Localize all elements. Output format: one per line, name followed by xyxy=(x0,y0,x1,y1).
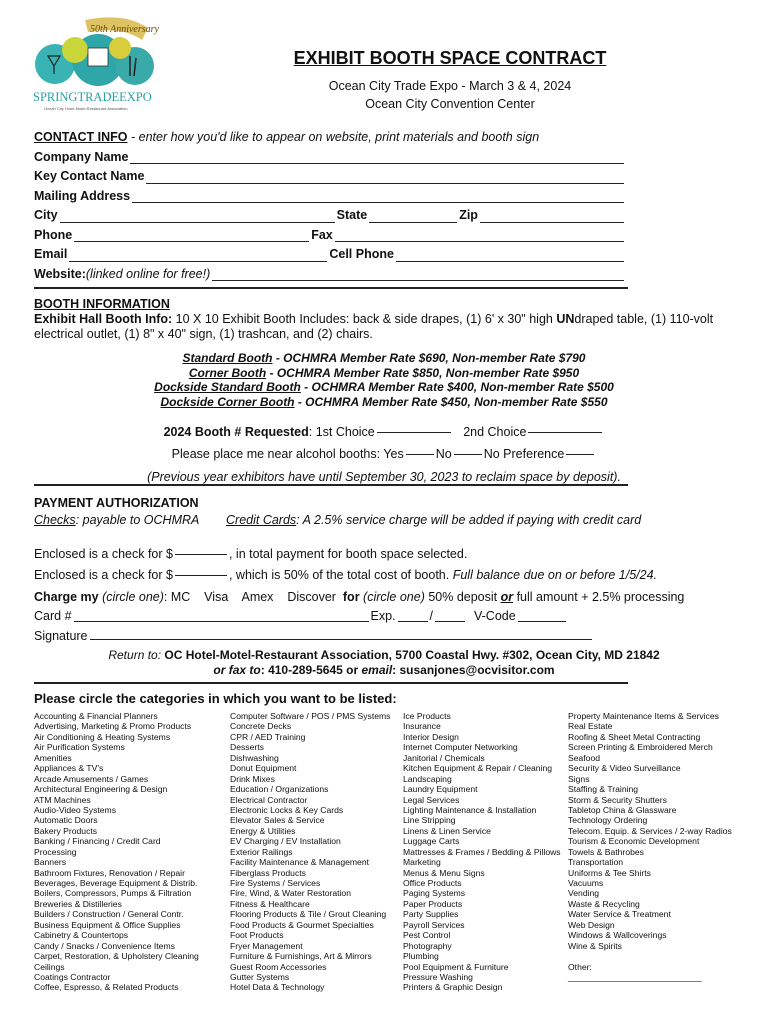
category-item[interactable]: Luggage Carts xyxy=(403,836,460,847)
category-item[interactable]: Landscaping xyxy=(403,773,452,784)
category-item[interactable]: Paper Products xyxy=(403,898,463,909)
zip-label: Zip xyxy=(459,208,478,222)
category-item[interactable]: Donut Equipment xyxy=(230,763,297,774)
first-choice-label: : 1st Choice xyxy=(308,425,375,439)
signature-field[interactable] xyxy=(90,627,592,640)
category-item[interactable]: Other: xyxy=(568,961,592,972)
category-item[interactable]: Drink Mixes xyxy=(230,773,275,784)
category-item[interactable]: Pressure Washing xyxy=(403,971,473,982)
company-name-field[interactable] xyxy=(130,151,624,164)
rate-name: Dockside Corner Booth xyxy=(160,394,295,409)
category-item[interactable]: Cabinetry & Countertops xyxy=(34,930,129,941)
fax-label: or fax to xyxy=(213,662,261,677)
category-item[interactable]: Furniture & Furnishings, Art & Mirrors xyxy=(230,951,372,962)
category-item[interactable]: Electrical Contractor xyxy=(230,794,308,805)
category-item[interactable]: Processing xyxy=(34,846,77,857)
category-item[interactable]: Uniforms & Tee Shirts xyxy=(568,867,651,878)
exp-label: Exp. xyxy=(370,608,396,623)
phone-field[interactable] xyxy=(74,229,309,242)
checks-label: Checks xyxy=(34,513,76,527)
category-item[interactable]: Beverages, Beverage Equipment & Distrib. xyxy=(34,878,198,888)
category-item[interactable]: ____________________________ xyxy=(568,971,702,982)
mailing-address-label: Mailing Address xyxy=(34,188,131,203)
category-item[interactable]: Paging Systems xyxy=(403,888,466,899)
category-item[interactable]: Property Maintenance Items & Services xyxy=(568,711,719,721)
category-item[interactable]: Plumbing xyxy=(403,951,439,962)
checks-text: : payable to OCHMRA xyxy=(75,513,200,527)
rate-name: Standard Booth xyxy=(182,351,273,365)
exp-month-field[interactable] xyxy=(398,609,428,622)
contact-instruction: - enter how you'd like to appear on website, print materials and booth sign xyxy=(127,130,540,144)
category-item[interactable]: Ice Products xyxy=(403,711,451,721)
card-type-options[interactable]: : MC Visa Amex Discover xyxy=(163,590,343,604)
phone-label: Phone xyxy=(34,227,73,242)
state-field[interactable] xyxy=(369,210,457,223)
category-item[interactable]: Foot Products xyxy=(230,930,284,941)
category-item[interactable]: Computer Software / POS / PMS Systems xyxy=(230,711,391,721)
return-address: OC Hotel-Motel-Restaurant Association, 5700 Coastal Hwy. #302, Ocean City, MD 21842 xyxy=(161,648,660,662)
second-choice-field[interactable] xyxy=(528,420,602,433)
category-item[interactable]: Guest Room Accessories xyxy=(230,961,327,972)
category-item[interactable]: Towels & Bathrobes xyxy=(568,846,644,857)
alcohol-label: Please place me near alcohol booths: Yes xyxy=(171,446,404,461)
category-item[interactable]: Exterior Railings xyxy=(230,846,293,857)
category-item[interactable]: Legal Services xyxy=(403,794,460,805)
for-circle-note: (circle one) xyxy=(359,590,425,604)
signature-label: Signature xyxy=(34,629,88,643)
full-amount-field[interactable] xyxy=(175,542,227,555)
checks-note xyxy=(34,513,199,527)
charge-circle-note: (circle one) xyxy=(98,590,164,604)
category-item[interactable]: Flooring Products & Tile / Grout Cleaning xyxy=(230,909,387,920)
category-item[interactable]: Seafood xyxy=(568,752,601,763)
payment-heading-wrap xyxy=(34,494,626,512)
booth-info-label: Exhibit Hall Booth Info: xyxy=(34,312,173,326)
category-item[interactable]: Mattresses & Frames / Bedding & Pillows xyxy=(403,846,561,857)
website-note: (linked online for free!) xyxy=(85,266,211,281)
category-item[interactable]: Party Supplies xyxy=(403,909,459,920)
enclosed-deposit-label: Enclosed is a check for $ xyxy=(34,568,173,582)
category-item[interactable]: Insurance xyxy=(403,721,441,732)
category-item[interactable]: Automatic Doors xyxy=(34,815,98,826)
alcohol-yes-field[interactable] xyxy=(406,442,434,455)
category-item[interactable]: Printers & Graphic Design xyxy=(403,982,503,993)
category-item[interactable]: Accounting & Financial Planners xyxy=(34,711,158,721)
category-item[interactable]: Coatings Contractor xyxy=(34,971,111,982)
divider xyxy=(34,287,628,289)
spring-trade-expo-logo xyxy=(30,14,170,112)
email-label: Email xyxy=(34,247,68,261)
rate-detail: - OCHMRA Member Rate $450, Non-member Rate $550 xyxy=(294,394,608,409)
category-item[interactable]: Advertising, Marketing & Promo Products xyxy=(34,721,192,732)
category-item[interactable]: ATM Machines xyxy=(34,794,91,805)
category-item[interactable]: Boilers, Compressors, Pumps & Filtration xyxy=(34,888,192,899)
category-item[interactable]: Banners xyxy=(34,857,67,868)
divider xyxy=(34,484,628,486)
state-label: State xyxy=(336,208,368,222)
category-item[interactable]: Facility Maintenance & Management xyxy=(230,857,370,868)
contact-heading: CONTACT INFO xyxy=(34,130,128,144)
category-item[interactable]: Gutter Systems xyxy=(230,971,290,982)
divider xyxy=(34,682,628,684)
event-venue: Ocean City Convention Center xyxy=(365,97,535,111)
category-item[interactable]: Laundry Equipment xyxy=(403,784,478,795)
category-item[interactable]: Fryer Management xyxy=(230,940,303,951)
alcohol-no-field[interactable] xyxy=(454,442,482,455)
page-title: EXHIBIT BOOTH SPACE CONTRACT xyxy=(293,48,607,68)
full-amount-option[interactable]: full amount + 2.5% processing xyxy=(513,590,685,604)
category-item[interactable]: Carpet, Restoration, & Upholstery Cleaning xyxy=(34,951,199,962)
category-item[interactable]: Dishwashing xyxy=(230,752,279,763)
booth-info-text-a: 10 X 10 Exhibit Booth Includes: back & side drapes, (1) 6' x 30" high xyxy=(172,312,557,326)
rate-name: Dockside Standard Booth xyxy=(154,380,301,394)
category-item[interactable]: Payroll Services xyxy=(403,919,465,930)
category-item[interactable]: Concrete Decks xyxy=(230,721,292,732)
charge-label: Charge my xyxy=(34,590,99,604)
svg-text:SPRINGTRADEEXPO: SPRINGTRADEEXPO xyxy=(33,90,152,104)
category-item[interactable]: Interior Design xyxy=(403,731,459,742)
return-label: Return to: xyxy=(108,648,162,662)
category-item[interactable]: Breweries & Distilleries xyxy=(34,898,122,909)
category-item[interactable]: Lighting Maintenance & Installation xyxy=(403,804,537,815)
category-item[interactable]: Business Equipment & Office Supplies xyxy=(34,919,181,930)
category-item[interactable]: Food Products & Gourmet Specialties xyxy=(230,919,374,930)
category-item[interactable]: Fiberglass Products xyxy=(230,867,306,878)
category-item[interactable]: Amenities xyxy=(34,752,72,763)
city-field[interactable] xyxy=(60,210,335,223)
category-item xyxy=(568,951,732,961)
svg-text:50th Anniversary: 50th Anniversary xyxy=(90,24,159,35)
category-item[interactable]: Menus & Menu Signs xyxy=(403,867,485,878)
category-item[interactable]: Bakery Products xyxy=(34,825,98,836)
category-item[interactable]: Hotel Data & Technology xyxy=(230,982,325,993)
credit-note xyxy=(226,513,641,527)
email-label: email xyxy=(361,662,393,677)
return-email: : susanjones@ocvisitor.com xyxy=(392,662,555,677)
category-item[interactable]: Transportation xyxy=(568,857,624,868)
category-item[interactable]: Janitorial / Chemicals xyxy=(403,752,485,763)
enclosed-checks xyxy=(34,542,657,584)
signature-row xyxy=(34,627,594,643)
category-item[interactable]: Staffing & Training xyxy=(568,784,639,795)
category-item[interactable]: CPR / AED Training xyxy=(230,731,306,742)
category-item[interactable]: Candy / Snacks / Convenience Items xyxy=(34,940,175,951)
category-item[interactable]: Storm & Security Shutters xyxy=(568,794,667,805)
or-label: or xyxy=(500,590,514,604)
website-label: Website: xyxy=(34,266,86,281)
category-item[interactable]: Waste & Recycling xyxy=(568,898,640,909)
category-item[interactable]: Audio-Video Systems xyxy=(34,804,117,815)
category-column-1 xyxy=(34,711,199,993)
booth-info-section xyxy=(34,297,734,342)
card-number-field[interactable] xyxy=(74,609,369,622)
category-item[interactable]: Photography xyxy=(403,940,452,951)
email-field[interactable] xyxy=(69,249,327,262)
event-dates: Ocean City Trade Expo - March 3 & 4, 2024 xyxy=(328,79,572,93)
svg-text:Ocean City Hotel-Motel-Restaur: Ocean City Hotel-Motel-Restaurant Association xyxy=(44,106,128,111)
category-item[interactable]: Pest Control xyxy=(403,930,451,941)
category-item[interactable]: Vacuums xyxy=(568,878,604,888)
booth-rates xyxy=(34,351,734,409)
category-item[interactable]: Energy & Utilities xyxy=(230,825,296,836)
category-item[interactable]: Kitchen Equipment & Repair / Cleaning xyxy=(403,763,553,774)
charge-section: Charge my (circle one): MC Visa Amex Discover for (circle one) 50% deposit or full amount + 2.5% processing Card # Exp. / V-Code xyxy=(34,588,734,625)
category-item[interactable]: Tabletop China & Glassware xyxy=(568,804,677,815)
for-label: for xyxy=(342,590,360,604)
rate-detail: - OCHMRA Member Rate $850, Non-member Rate $950 xyxy=(266,365,580,380)
category-item[interactable]: Line Stripping xyxy=(403,815,456,826)
return-info xyxy=(34,648,734,677)
deposit-amount-field[interactable] xyxy=(175,563,227,576)
rate-detail: - OCHMRA Member Rate $690, Non-member Rate $790 xyxy=(272,351,586,365)
card-number-label: Card # xyxy=(34,608,72,623)
category-item[interactable]: Tourism & Economic Development xyxy=(568,836,700,847)
category-item[interactable]: Fire, Wind, & Water Restoration xyxy=(230,888,351,899)
category-item[interactable]: Technology Ordering xyxy=(568,815,648,826)
fax-field[interactable] xyxy=(335,229,624,242)
booth-requested-label: 2024 Booth # Requested xyxy=(163,425,309,439)
category-item[interactable]: Water Service & Treatment xyxy=(568,909,671,920)
category-item[interactable]: Windows & Wallcoverings xyxy=(568,930,667,941)
category-item[interactable]: Pool Equipment & Furniture xyxy=(403,961,509,972)
credit-label: Credit Cards xyxy=(226,513,297,527)
category-column-2 xyxy=(230,711,390,993)
booth-request xyxy=(34,420,734,487)
category-item[interactable]: Vending xyxy=(568,888,600,899)
no-preference-label: No Preference xyxy=(483,446,565,461)
category-column-4 xyxy=(568,711,732,982)
no-preference-field[interactable] xyxy=(566,442,594,455)
website-field[interactable] xyxy=(212,268,624,281)
cell-phone-label: Cell Phone xyxy=(329,247,394,261)
key-contact-field[interactable] xyxy=(146,171,624,184)
category-item[interactable]: Ceilings xyxy=(34,961,65,972)
category-item[interactable]: Appliances & TV's xyxy=(34,763,104,774)
category-item[interactable]: Education / Organizations xyxy=(230,784,329,795)
category-item[interactable]: EV Charging / EV Installation xyxy=(230,836,341,847)
fax-label: Fax xyxy=(311,227,333,242)
vcode-label: V-Code xyxy=(473,608,516,623)
deposit-option[interactable]: 50% deposit xyxy=(424,590,501,604)
rate-name: Corner Booth xyxy=(188,365,267,380)
category-item[interactable]: Linens & Linen Service xyxy=(403,825,491,836)
category-item[interactable]: Web Design xyxy=(568,919,615,930)
category-item[interactable]: Internet Computer Networking xyxy=(403,742,518,753)
fax-number: : 410-289-5645 or xyxy=(260,662,362,677)
category-item[interactable]: Coffee, Espresso, & Related Products xyxy=(34,982,179,993)
enclosed-deposit-text: , which is 50% of the total cost of booth. xyxy=(228,568,453,582)
enclosed-full-text: , in total payment for booth space selected. xyxy=(228,547,468,561)
booth-info-un: UN xyxy=(556,312,575,326)
category-column-3 xyxy=(403,711,561,993)
category-item[interactable]: Real Estate xyxy=(568,721,613,732)
category-item[interactable]: Banking / Financing / Credit Card xyxy=(34,836,161,847)
rate-detail: - OCHMRA Member Rate $400, Non-member Rate $500 xyxy=(300,380,614,394)
category-item[interactable]: Telecom. Equip. & Services / 2-way Radios xyxy=(568,825,732,836)
category-item[interactable]: Builders / Construction / General Contr. xyxy=(34,909,184,920)
category-item[interactable]: Bathroom Fixtures, Renovation / Repair xyxy=(34,867,185,878)
category-item[interactable]: Electronic Locks & Key Cards xyxy=(230,804,344,815)
mailing-address-field[interactable] xyxy=(132,190,624,203)
company-name-label: Company Name xyxy=(34,149,129,164)
exp-year-field[interactable] xyxy=(435,609,465,622)
category-item[interactable]: Wine & Spirits xyxy=(568,940,622,951)
category-item[interactable]: Security & Video Surveillance xyxy=(568,763,681,774)
categories-heading: Please circle the categories in which you want to be listed: xyxy=(34,691,397,706)
category-item[interactable]: Air Purification Systems xyxy=(34,742,125,753)
contact-info-section xyxy=(34,128,626,284)
second-choice-label: 2nd Choice xyxy=(463,425,527,439)
enclosed-full-label: Enclosed is a check for $ xyxy=(34,547,173,561)
city-label: City xyxy=(34,208,58,222)
category-item[interactable]: Air Conditioning & Heating Systems xyxy=(34,731,171,742)
category-item[interactable]: Desserts xyxy=(230,742,264,753)
first-choice-field[interactable] xyxy=(377,420,451,433)
category-item[interactable]: Architectural Engineering & Design xyxy=(34,784,168,795)
category-item[interactable]: Elevator Sales & Service xyxy=(230,815,325,826)
zip-field[interactable] xyxy=(480,210,624,223)
category-item[interactable]: Marketing xyxy=(403,857,441,868)
credit-text: : A 2.5% service charge will be added if paying with credit card xyxy=(296,513,642,527)
category-item[interactable]: Signs xyxy=(568,773,590,784)
vcode-field[interactable] xyxy=(518,609,566,622)
category-item[interactable]: Roofing & Sheet Metal Contracting xyxy=(568,731,701,742)
category-item[interactable]: Fire Systems / Services xyxy=(230,878,321,888)
category-item[interactable]: Fitness & Healthcare xyxy=(230,898,310,909)
payment-heading: PAYMENT AUTHORIZATION xyxy=(34,496,199,510)
category-item[interactable]: Arcade Amusements / Games xyxy=(34,773,149,784)
alcohol-no-label: No xyxy=(435,446,452,461)
booth-info-text-b: draped table, (1) 110-volt electrical outlet, (1) 8" x 40" sign, (1) trashcan, and (2) chairs. xyxy=(34,312,714,341)
category-item[interactable]: Screen Printing & Embroidered Merch xyxy=(568,742,713,753)
key-contact-label: Key Contact Name xyxy=(34,169,145,183)
booth-heading: BOOTH INFORMATION xyxy=(34,297,170,311)
balance-due-note: Full balance due on or before 1/5/24. xyxy=(452,568,658,582)
previous-exhibitor-note: (Previous year exhibitors have until September 30, 2023 to reclaim space by deposit). xyxy=(147,470,621,484)
category-item[interactable]: Office Products xyxy=(403,878,462,888)
cell-phone-field[interactable] xyxy=(396,249,624,262)
